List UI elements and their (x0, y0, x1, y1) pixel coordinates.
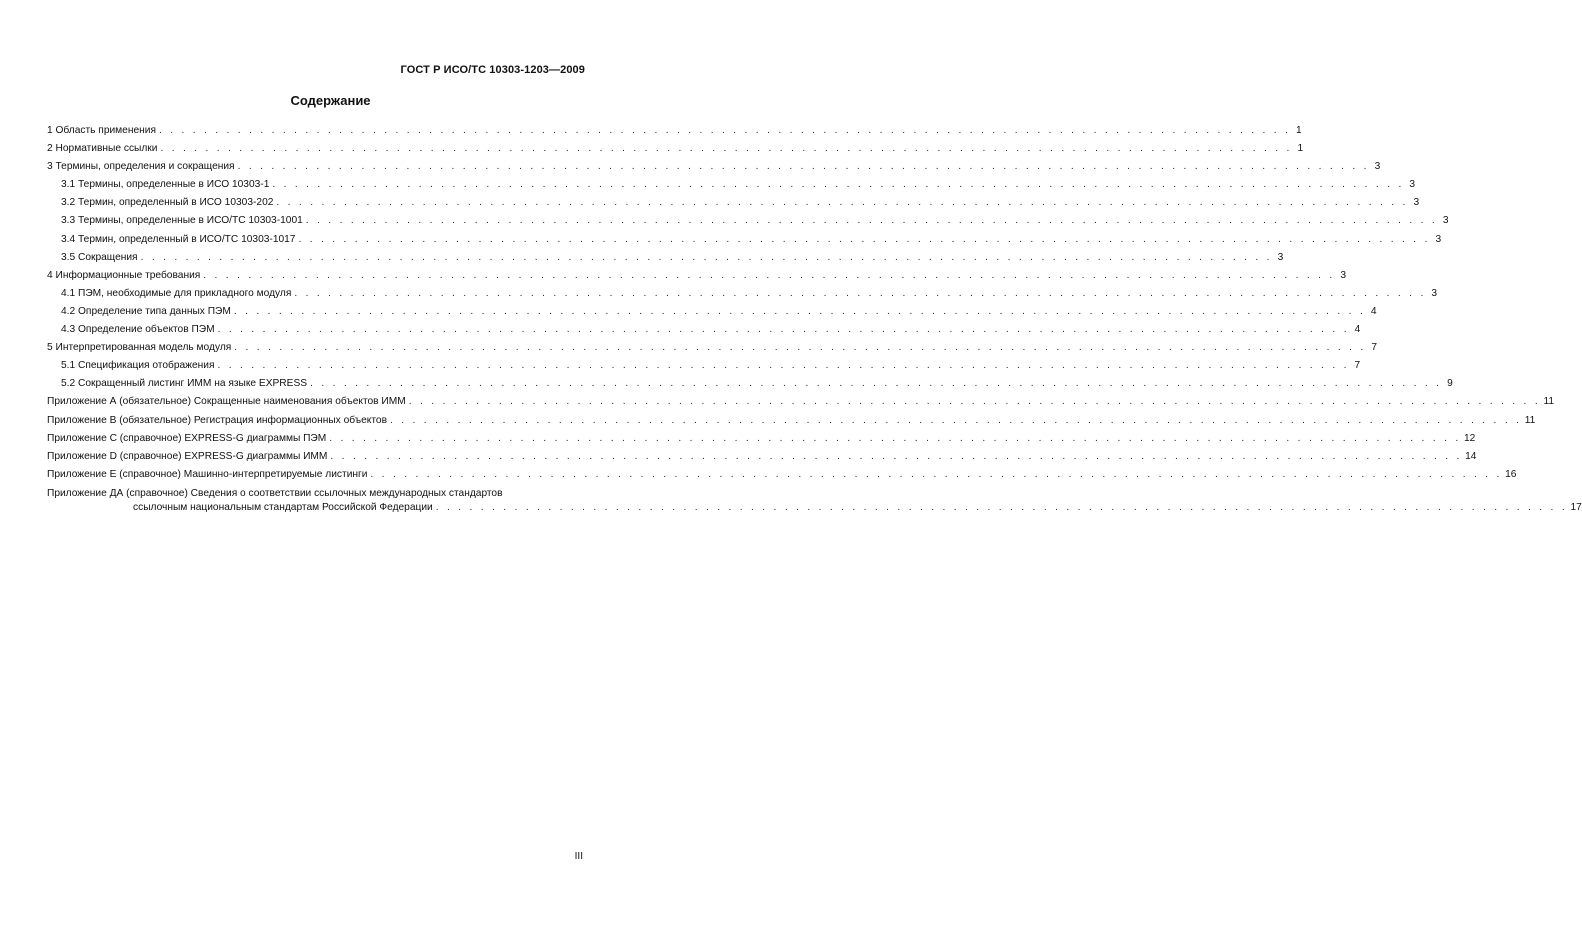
toc-leader-dots: . . . . . . . . . . . . . . . . . . . . . . . . . . . . . . . . . . . . . . . . . . . . . . . . . . . . . . . . . . . . . . . . . . . . . . . . . . . . . . . . . . . . . . . . . . . . . . . . . . . . . (370, 468, 1503, 480)
toc-entry[interactable] (47, 357, 1361, 375)
document-header: ГОСТ Р ИСО/ТС 10303-1203—2009 (400, 64, 585, 76)
toc-entry-number: 3.4 (61, 233, 78, 245)
toc-entry[interactable] (47, 375, 1453, 393)
toc-entry-title: Информационные требования (55, 269, 201, 281)
toc-entry-title: Сокращенный листинг ИММ на языке EXPRESS (78, 378, 308, 390)
toc-entry-number: 3.2 (61, 197, 78, 209)
toc-entry-number: 1 (47, 125, 56, 136)
toc-leader-dots: . . . . . . . . . . . . . . . . . . . . . . . . . . . . . . . . . . . . . . . . . . . . . . . . . . . . . . . . . . . . . . . . . . . . . . . . . . . . . . . . . . . . . . . . . . . . . . . . . . . . . (234, 342, 1366, 354)
toc-entry-title: Термины, определенные в ИСО/ТС 10303-1001 (78, 215, 303, 227)
toc-entry-number: 4.1 (61, 287, 78, 299)
table-of-contents (47, 122, 1582, 515)
toc-entry-title: Термины, определенные в ИСО 10303-1 (78, 179, 270, 191)
toc-leader-dots: . . . . . . . . . . . . . . . . . . . . . . . . . . . . . . . . . . . . . . . . . . . . . . . . . . . . . . . . . . . . . . . . . . . . . . . . . . . . . . . . . . . . . . . . . . . . . . . . . . . . . (140, 251, 1273, 263)
toc-entry-number: 4.3 (61, 324, 78, 336)
toc-entry-page: 4 (1370, 305, 1377, 317)
toc-entry-title: Приложение ДА (справочное) Сведения о соответствии ссылочных международных стандартов (47, 487, 503, 499)
toc-entry[interactable] (47, 321, 1361, 339)
toc-entry-number: 5.2 (61, 378, 78, 390)
toc-leader-dots: . . . . . . . . . . . . . . . . . . . . . . . . . . . . . . . . . . . . . . . . . . . . . . . . . . . . . . . . . . . . . . . . . . . . . . . . . . . . . . . . . . . . . . . . . . . . . . . . . . . . . (298, 233, 1431, 245)
toc-entry-title: Термин, определенный в ИСО/ТС 10303-1017 (78, 233, 296, 245)
toc-entry-page: 3 (1435, 233, 1442, 245)
toc-leader-dots: . . . . . . . . . . . . . . . . . . . . . . . . . . . . . . . . . . . . . . . . . . . . . . . . . . . . . . . . . . . . . . . . . . . . . . . . . . . . . . . . . . . . . . . . . . . . . . . . . . . . . (330, 450, 1463, 462)
toc-entry-number: 3 (47, 161, 56, 173)
toc-entry-number: 5.1 (61, 360, 78, 372)
toc-entry[interactable] (47, 249, 1284, 267)
toc-entry[interactable] (47, 158, 1381, 176)
toc-leader-dots: . . . . . . . . . . . . . . . . . . . . . . . . . . . . . . . . . . . . . . . . . . . . . . . . . . . . . . . . . . . . . . . . . . . . . . . . . . . . . . . . . . . . . . . . . . . . . . . . . . . . . (276, 197, 1409, 209)
toc-entry-page: 1 (1297, 143, 1304, 155)
toc-entry[interactable] (47, 393, 1555, 411)
toc-entry-number: 2 (47, 143, 56, 155)
toc-leader-dots: . . . . . . . . . . . . . . . . . . . . . . . . . . . . . . . . . . . . . . . . . . . . . . . . . . . . . . . . . . . . . . . . . . . . . . . . . . . . . . . . . . . . . . . . . . . . . . . . . . . . . (272, 179, 1405, 191)
toc-entry[interactable] (47, 140, 1304, 158)
toc-entry-page: 1 (1296, 125, 1302, 136)
toc-entry[interactable] (47, 448, 1477, 466)
toc-entry-title: Определение типа данных ПЭМ (78, 305, 231, 317)
toc-entry-continuation (47, 501, 1582, 515)
toc-entry-title: Термины, определения и сокращения (55, 161, 235, 173)
toc-entry[interactable] (47, 339, 1377, 357)
toc-entry-page: 16 (1505, 468, 1517, 480)
toc-entry-title: Приложение Е (справочное) Машинно-интерпретируемые листинги (47, 468, 368, 480)
toc-entry-title-continued: ссылочным национальным стандартам Российской Федерации (133, 501, 433, 513)
toc-leader-dots: . . . . . . . . . . . . . . . . . . . . . . . . . . . . . . . . . . . . . . . . . . . . . . . . . . . . . . . . . . . . . . . . . . . . . . . . . . . . . . . . . . . . . . . . . . . . . . . . . . . . . (435, 501, 1568, 513)
toc-entry-title: Интерпретированная модель модуля (55, 342, 232, 354)
toc-entry[interactable] (47, 231, 1442, 249)
toc-entry[interactable] (47, 466, 1517, 484)
toc-entry-page: 9 (1447, 378, 1453, 390)
toc-entry[interactable] (47, 212, 1449, 230)
page-number: III (574, 851, 583, 862)
toc-entry[interactable] (47, 285, 1438, 303)
toc-entry-title: Приложение С (справочное) EXPRESS-G диаграммы ПЭМ (47, 432, 327, 444)
toc-leader-dots: . . . . . . . . . . . . . . . . . . . . . . . . . . . . . . . . . . . . . . . . . . . . . . . . . . . . . . . . . . . . . . . . . . . . . . . . . . . . . . . . . . . . . . . . . . . . . . . . . . . . . (294, 287, 1427, 299)
toc-entry[interactable] (47, 487, 1582, 515)
toc-entry-title: Сокращения (78, 251, 138, 263)
toc-entry-page: 4 (1354, 324, 1361, 336)
toc-entry-number: 5 (47, 342, 56, 354)
toc-entry-page: 3 (1442, 215, 1449, 227)
toc-entry-title: Определение объектов ПЭМ (78, 324, 215, 336)
toc-entry-title: Термин, определенный в ИСО 10303-202 (78, 197, 274, 209)
toc-entry-title: Нормативные ссылки (55, 143, 158, 155)
toc-leader-dots: . . . . . . . . . . . . . . . . . . . . . . . . . . . . . . . . . . . . . . . . . . . . . . . . . . . . . . . . . . . . . . . . . . . . . . . . . . . . . . . . . . . . . . . . . . . . . . . . . . . . . (217, 360, 1350, 372)
toc-entry-page: 3 (1340, 269, 1346, 281)
toc-entry-number: 3.5 (61, 251, 78, 263)
toc-entry-page: 17 (1570, 501, 1582, 513)
toc-entry-page: 12 (1463, 432, 1476, 444)
toc-entry[interactable] (47, 194, 1420, 212)
toc-leader-dots: . . . . . . . . . . . . . . . . . . . . . . . . . . . . . . . . . . . . . . . . . . . . . . . . . . . . . . . . . . . . . . . . . . . . . . . . . . . . . . . . . . . . . . . . . . . . . . . . . . . . . (217, 324, 1350, 336)
toc-entry-page: 3 (1413, 197, 1420, 209)
toc-leader-dots: . . . . . . . . . . . . . . . . . . . . . . . . . . . . . . . . . . . . . . . . . . . . . . . . . . . . . . . . . . . . . . . . . . . . . . . . . . . . . . . . . . . . . . . . . . . . . . . . . . . . . (203, 269, 1335, 281)
toc-entry[interactable] (47, 430, 1476, 448)
toc-entry-page: 7 (1371, 342, 1377, 354)
toc-entry-page: 7 (1354, 360, 1361, 372)
toc-leader-dots: . . . . . . . . . . . . . . . . . . . . . . . . . . . . . . . . . . . . . . . . . . . . . . . . . . . . . . . . . . . . . . . . . . . . . . . . . . . . . . . . . . . . . . . . . . . . . . . . . . . . . (408, 396, 1541, 408)
toc-entry-page: 3 (1277, 251, 1284, 263)
toc-entry-title: Приложение D (справочное) EXPRESS-G диаграммы ИММ (47, 450, 328, 462)
toc-entry-number: 3.3 (61, 215, 78, 227)
toc-entry-title: Приложение А (обязательное) Сокращенные наименования объектов ИММ (47, 396, 406, 408)
toc-entry[interactable] (47, 303, 1377, 321)
toc-entry-number: 3.1 (61, 179, 78, 191)
toc-leader-dots: . . . . . . . . . . . . . . . . . . . . . . . . . . . . . . . . . . . . . . . . . . . . . . . . . . . . . . . . . . . . . . . . . . . . . . . . . . . . . . . . . . . . . . . . . . . . . . . . . . . . . (305, 215, 1438, 227)
toc-entry[interactable] (47, 412, 1536, 430)
toc-entry-page: 14 (1465, 450, 1477, 462)
toc-entry-title: Область применения (55, 125, 156, 136)
toc-entry[interactable] (47, 267, 1346, 285)
toc-entry-title: Спецификация отображения (78, 360, 215, 372)
toc-entry-title: ПЭМ, необходимые для прикладного модуля (78, 287, 292, 299)
toc-entry-title: Приложение В (обязательное) Регистрация информационных объектов (47, 414, 387, 426)
toc-entry-number: 4.2 (61, 305, 78, 317)
toc-leader-dots: . . . . . . . . . . . . . . . . . . . . . . . . . . . . . . . . . . . . . . . . . . . . . . . . . . . . . . . . . . . . . . . . . . . . . . . . . . . . . . . . . . . . . . . . . . . . . . . . . . . . . (233, 305, 1366, 317)
toc-entry[interactable] (47, 176, 1416, 194)
toc-leader-dots: . . . . . . . . . . . . . . . . . . . . . . . . . . . . . . . . . . . . . . . . . . . . . . . . . . . . . . . . . . . . . . . . . . . . . . . . . . . . . . . . . . . . . . . . . . . . . . . . . . . . . (329, 432, 1461, 444)
toc-entry-page: 3 (1431, 287, 1438, 299)
toc-entry-page: 11 (1524, 414, 1536, 426)
toc-leader-dots: . . . . . . . . . . . . . . . . . . . . . . . . . . . . . . . . . . . . . . . . . . . . . . . . . . . . . . . . . . . . . . . . . . . . . . . . . . . . . . . . . . . . . . . . . . . . . . . . . . . . . (237, 161, 1370, 173)
toc-entry-page: 3 (1409, 179, 1416, 191)
toc-entry-number: 4 (47, 269, 56, 281)
toc-entry[interactable] (47, 122, 1302, 140)
toc-entry-page: 3 (1374, 161, 1381, 173)
toc-leader-dots: . . . . . . . . . . . . . . . . . . . . . . . . . . . . . . . . . . . . . . . . . . . . . . . . . . . . . . . . . . . . . . . . . . . . . . . . . . . . . . . . . . . . . . . . . . . . . . . . . . . . . (160, 143, 1293, 155)
toc-leader-dots: . . . . . . . . . . . . . . . . . . . . . . . . . . . . . . . . . . . . . . . . . . . . . . . . . . . . . . . . . . . . . . . . . . . . . . . . . . . . . . . . . . . . . . . . . . . . . . . . . . . . . (158, 125, 1291, 136)
page-title: Содержание (290, 93, 371, 108)
toc-leader-dots: . . . . . . . . . . . . . . . . . . . . . . . . . . . . . . . . . . . . . . . . . . . . . . . . . . . . . . . . . . . . . . . . . . . . . . . . . . . . . . . . . . . . . . . . . . . . . . . . . . . . . (390, 414, 1522, 426)
toc-entry-page: 11 (1543, 396, 1555, 408)
toc-leader-dots: . . . . . . . . . . . . . . . . . . . . . . . . . . . . . . . . . . . . . . . . . . . . . . . . . . . . . . . . . . . . . . . . . . . . . . . . . . . . . . . . . . . . . . . . . . . . . . . . . . . . . (310, 378, 1442, 390)
